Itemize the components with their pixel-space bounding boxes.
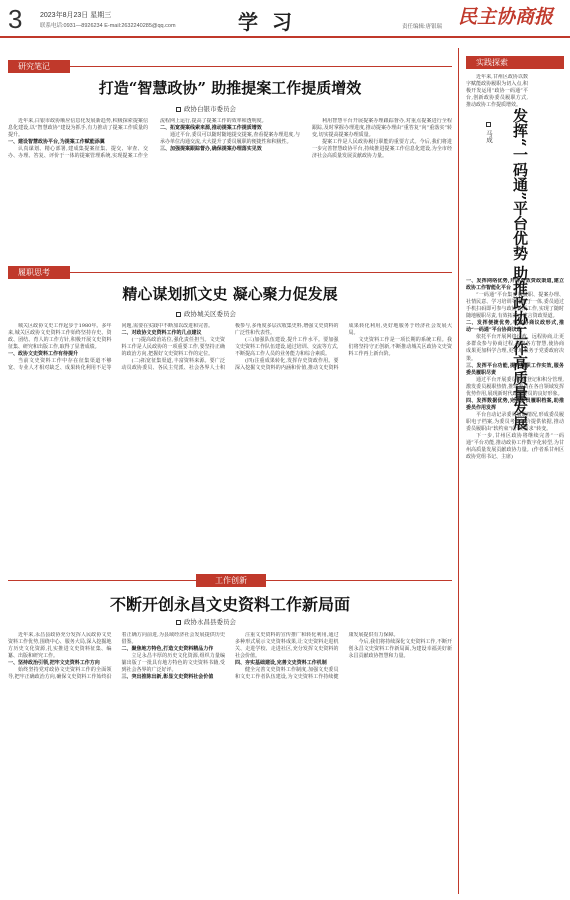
section-heading: 一、发挥网络优势,开辟有效资政渠道,建立政协工作智能化平台 — [466, 278, 564, 292]
article-body — [8, 323, 452, 551]
paragraph: 健全完善文史资料工作制度,加强文史委员和文史工作者队伍建设,为文史资料工作持续健康发展提供有力保障。 — [235, 632, 399, 681]
section-heading: 一、政协文史资料工作有待提升 — [8, 351, 79, 358]
section-heading: 三、发挥平台功能,提升履职工作实效,服务委员履职尽责 — [466, 362, 564, 376]
column-divider — [458, 48, 459, 894]
paragraph: (一)提高政治站位,强化责任担当。文史资料工作是人民政协的一项重要工作,要坚持正确的政治方向,把握好文史资料工作的定位。 — [121, 337, 225, 358]
article-body — [466, 278, 564, 892]
paragraph: 注重文史资料的宣传推广和转化利用,通过多种形式展示文史资料成果,让文史资料走进机关、走进学校、走进社区,充分发挥文史资料的社会价值。 — [235, 632, 339, 660]
paragraph: (二)拓宽征集渠道,丰富资料来源。要广泛动员政协委员、各民主党派、社会各界人士积极参与,多角度多层次收集史料,增强文史资料的广泛性和代表性。 — [121, 323, 339, 372]
article-byline: 政协白银市委员会 — [176, 104, 236, 113]
paragraph: 平台自动记录委员履职情况,形成委员履职电子档案,为委员考核评价提供依据,推动委员履职由“软约束”向“硬要求”转变。 — [466, 411, 564, 432]
article-title: 发挥“一码通”平台优势 助推政协工作高质量发展 — [511, 108, 529, 431]
article-body — [8, 118, 452, 258]
article-title: 不断开创永昌文史资料工作新局面 — [109, 595, 350, 614]
column-tag: 履职思考 — [8, 266, 70, 279]
article-byline: 政协城关区委员会 — [176, 309, 236, 318]
paragraph: 今后,我们将持续深化文史资料工作,不断开创永昌文史资料工作新局面,为建设幸福美好新永昌贡献政协智慧和力量。 — [348, 639, 452, 660]
column-tag: 工作创新 — [196, 574, 266, 587]
byline-square-icon — [176, 312, 181, 317]
paragraph: 始终坚持党对政协文史资料工作的全面领导,把牢正确政治方向,确保文史资料工作始终沿着正确方向前进,为县域经济社会发展提供历史借鉴。 — [8, 632, 225, 681]
paragraph: 近年来,甘州区政协以数字赋能政协履职为切入点,积极开发运用“政协一码通”平台,创新政协委员履职方式,推动政协工作提质增效。 — [466, 74, 528, 109]
section-heading: 四、夯实基础建设,完善文史资料工作机制 — [235, 660, 327, 667]
section-heading: 二、聚焦地方特色,打造文史资料精品力作 — [121, 646, 214, 653]
article-body — [8, 632, 452, 892]
paragraph: (四)注重成果转化,发挥存史资政作用。要深入挖掘文史资料的内涵和价值,推动文史资料成果转化利用,更好地服务于经济社会发展大局。 — [235, 323, 452, 372]
paragraph: 提案工作是人民政协履行职能的重要方式。今后,我们将进一步完善智慧政协平台,持续推进提案工作信息化建设,为全市经济社会高质量发展贡献政协力量。 — [312, 139, 452, 160]
article-title: 精心谋划抓文史 凝心聚力促发展 — [122, 285, 338, 303]
section-heading: 四、发挥数据优势,完善委员履职档案,助推委员作用发挥 — [466, 397, 564, 411]
paragraph: 当前文史资料工作中存在征集渠道不够宽、专业人才相对缺乏、成果转化利用不足等问题,需要在实践中不断加以改进和完善。 — [8, 323, 214, 372]
paragraph: 通过平台,委员可以随时随地提交提案,查看提案办理进度,与承办单位沟通交流,大大提升了委员履职的便捷性和积极性。 — [160, 132, 300, 146]
contact-info: 联系电话:0931—8926234 E-mail:2632240285@qq.com — [40, 23, 176, 29]
paragraph: 认真谋划、精心部署,建成集提案征集、提交、审查、交办、办理、答复、评价于一体的提案管理系统,实现提案工作全流程网上运行,提高了提案工作的效率和透明度。 — [8, 118, 267, 160]
section-heading: 三、突出推陈出新,彰显文史资料社会价值 — [121, 674, 214, 681]
byline-square-icon — [176, 107, 181, 112]
section-heading: 一、坚持政治引领,把牢文史资料工作方向 — [8, 660, 100, 667]
column-tag: 实践探索 — [466, 56, 564, 69]
article-byline: 政协永昌县委员会 — [176, 617, 236, 626]
editor-info: 责任编辑:唐银瑞 — [402, 24, 443, 30]
section-heading: 一、建设智慧政协平台,为提案工作赋能添翼 — [8, 139, 105, 146]
paragraph: 近年来,永昌县政协充分发挥人民政协文史资料工作优势,围绕中心、服务大局,深入挖掘地方历史文化资源,扎实推进文史资料征集、编纂、出版和研究工作。 — [8, 632, 112, 660]
tag-rule — [70, 66, 452, 67]
masthead-logo: 民主协商报 — [458, 6, 554, 28]
paragraph: 立足永昌丰厚的历史文化资源,组织力量编纂出版了一批具有地方特色的文史资料书籍,受到社会各界的广泛好评。 — [121, 653, 225, 674]
section-title: 学习 — [238, 10, 306, 34]
paragraph: 近年来,白银市政协顺应信息化发展新趋势,积极探索提案信息化建设,以“智慧政协”建设为抓手,有力推动了提案工作质量的提升。 — [8, 118, 148, 139]
tag-rule — [70, 272, 452, 273]
byline-square-icon — [486, 122, 491, 127]
section-heading: 二、拓宽提案线索来源,推动提案工作提质增效 — [160, 125, 262, 132]
article-byline: 马成 — [484, 122, 493, 143]
column-tag: 研究笔记 — [8, 60, 70, 73]
page-number: 3 — [8, 4, 23, 34]
paragraph: (三)加强队伍建设,提升工作水平。要加强文史资料工作队伍建设,通过培训、交流等方式,不断提高工作人员的业务能力和综合素质。 — [235, 337, 339, 358]
paragraph: 下一步,甘州区政协将继续完善“一码通”平台功能,推动政协工作数字化转型,为甘州高质量发展贡献政协力量。(作者系甘州区政协党组书记、主席) — [466, 433, 564, 461]
section-heading: 二、发挥便捷优势,丰富协商议政形式,推动“一码通”平台协商议政 — [466, 320, 564, 334]
paragraph: “一码通”平台集委员履职、提案办理、社情民意、学习培训等功能于一体,委员通过手机扫码即可参与政协各项工作,实现了随时随地履职尽责,有效拓宽了建言资政渠道。 — [466, 292, 564, 320]
byline-square-icon — [176, 620, 181, 625]
paragraph: 城关区政协文史工作起步于1980年。多年来,城关区政协文史资料工作始终坚持存史、资政、团结、育人的工作方针,积极开展文史资料征集、研究和出版工作,取得了显著成绩。 — [8, 323, 112, 351]
paragraph: 通过平台开展委员履职登记和积分管理,激发委员履职热情,推动委员在各自领域发挥优势作用,展现新时代政协委员的良好形象。 — [466, 376, 564, 397]
paragraph: 利用智慧平台开展提案办理跟踪督办,对重点提案进行全程跟踪,及时掌握办理进度,推动提案办理由“重答复”向“重落实”转变,切实提高提案办理质量。 — [312, 118, 452, 139]
paragraph: 文史资料工作是一项长期的系统工程。我们将坚持守正创新,不断推动城关区政协文史资料工作再上新台阶。 — [348, 337, 452, 358]
issue-date: 2023年8月23日 星期三 — [40, 12, 112, 19]
article-title: 打造“智慧政协” 助推提案工作提质增效 — [98, 79, 362, 97]
page-header — [0, 0, 570, 38]
section-heading: 二、对政协文史资料工作的几点建议 — [121, 330, 202, 337]
paragraph: 依托平台开展网络议政、远程协商,让更多群众参与协商过程,凝聚各方智慧,使协商成果更加科学合理,更好地服务于党委政府决策。 — [466, 334, 564, 362]
section-heading: 三、加强提案跟踪督办,确保提案办理落实见效 — [160, 146, 262, 153]
